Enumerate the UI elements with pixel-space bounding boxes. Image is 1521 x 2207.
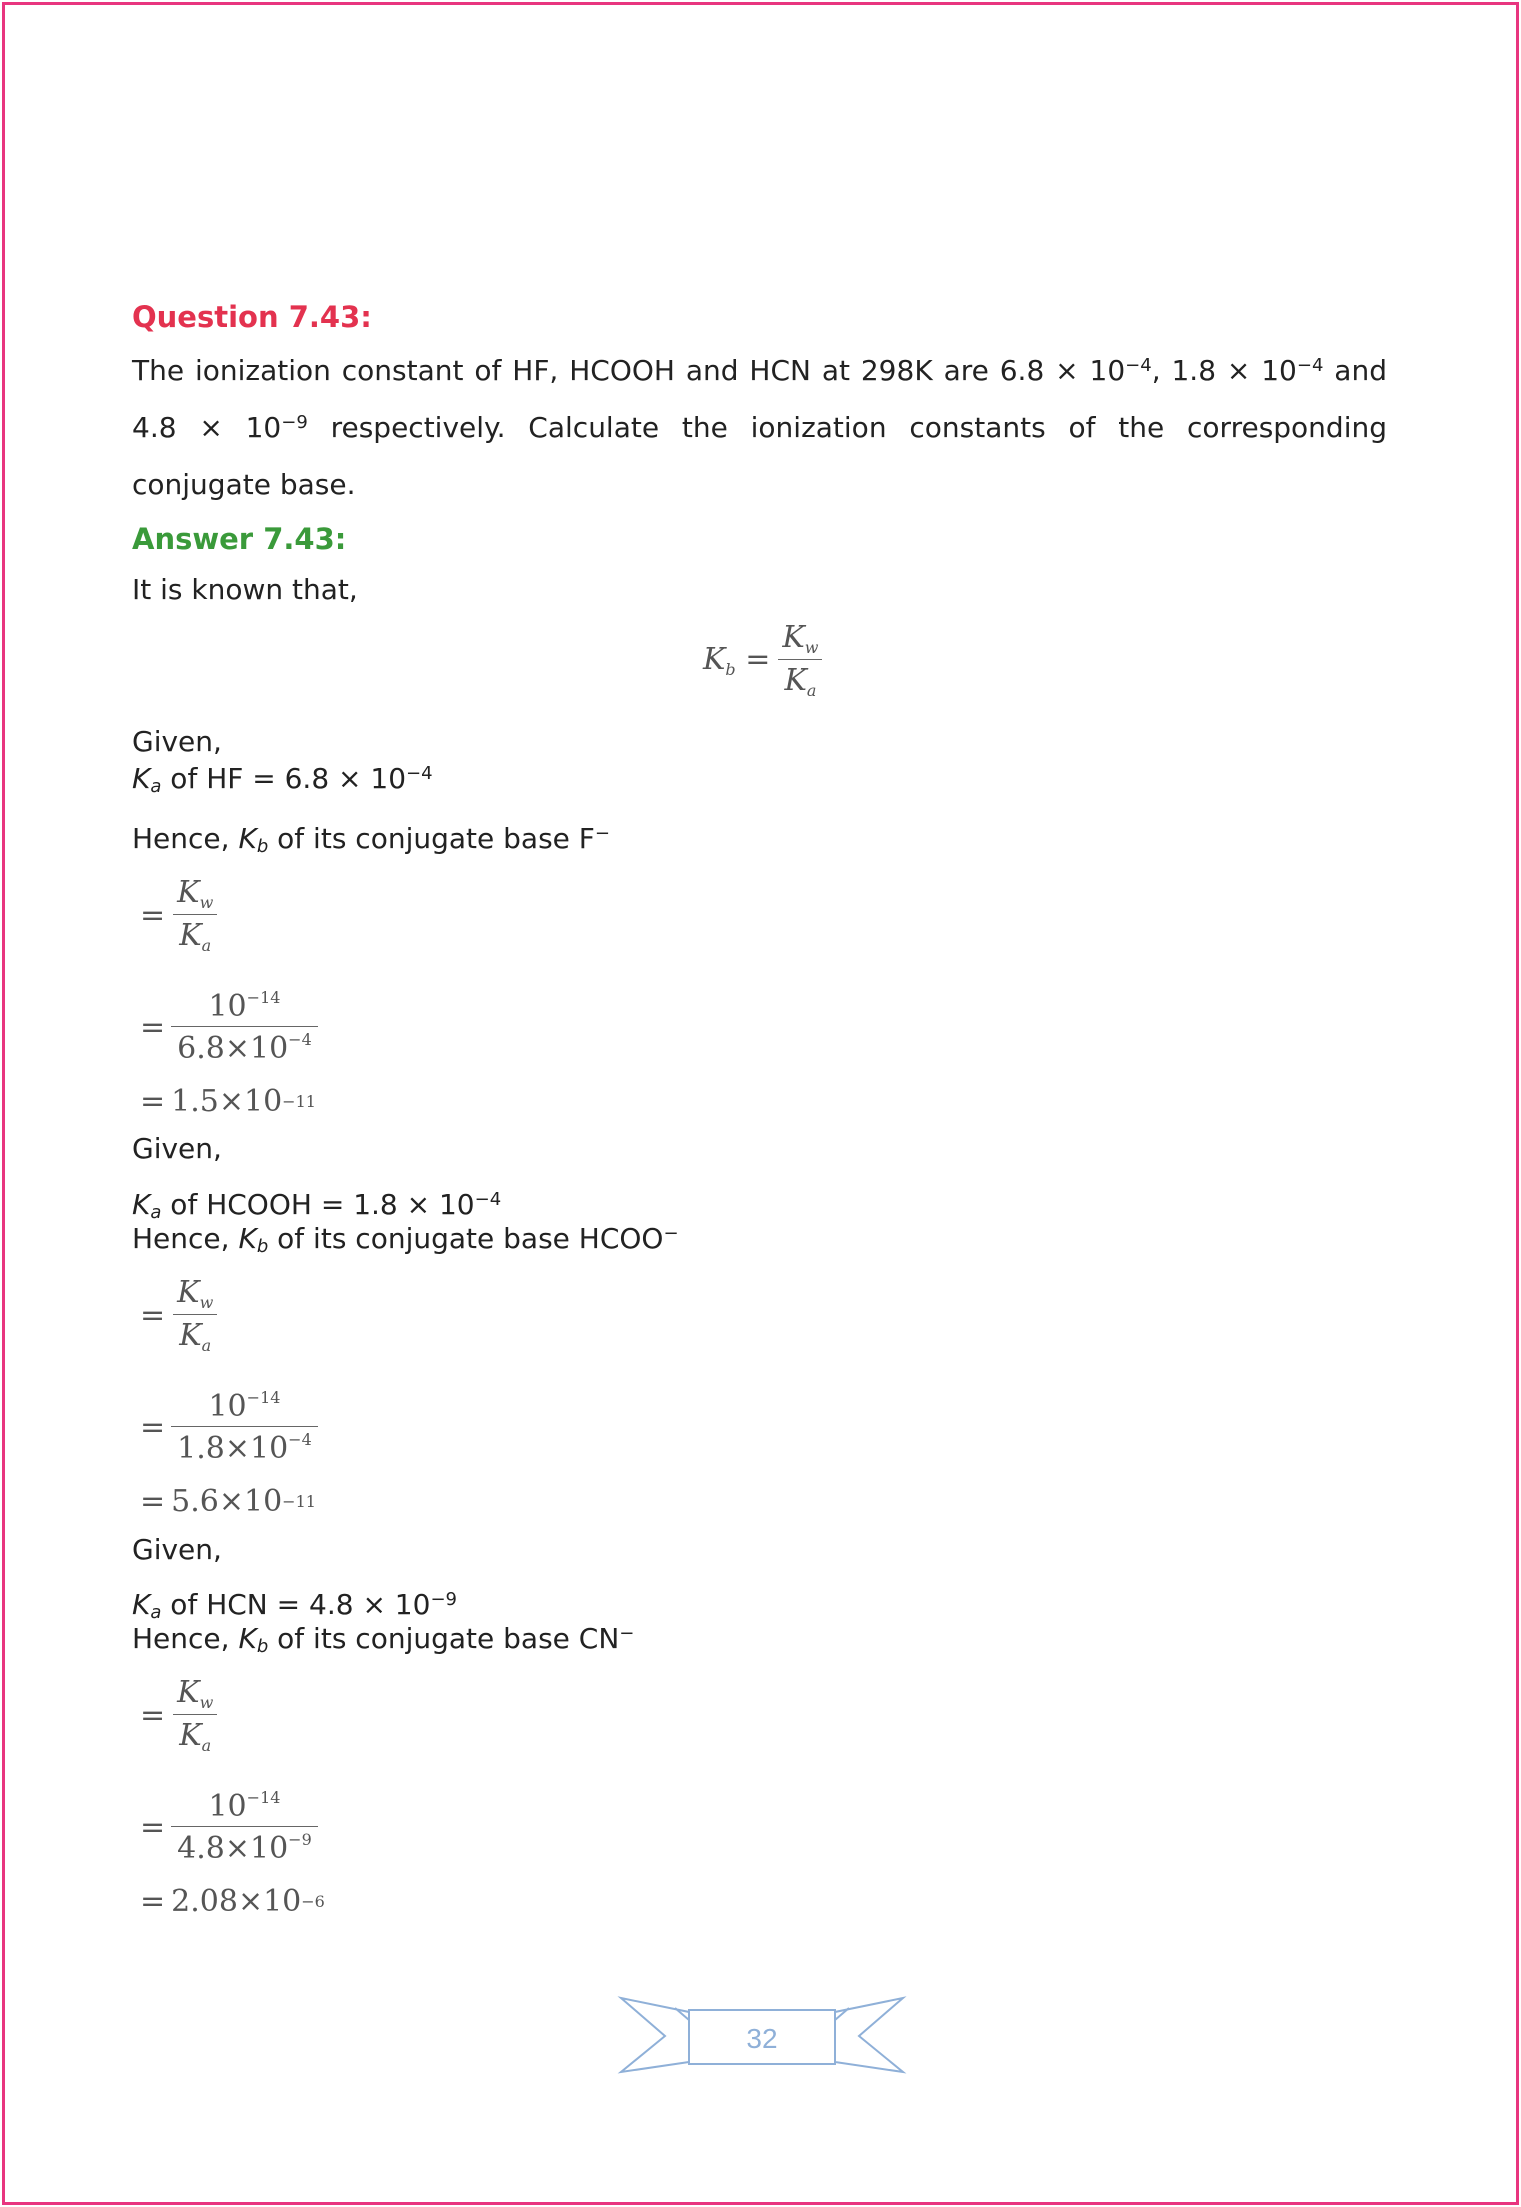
page-number-ribbon [617,1990,907,2080]
question-text: The ionization constant of HF, HCOOH and HCN at 298K are $6.8 \times 10^{-4}$, $1.8 \times 10^{-4}$ and $4.8 \times 10^{-9}$ respectively. Calculate the ionization constants of the corresponding conjugate base. [132,354,1388,501]
kb-formula: $K_b$ = $\frac{K_w}{K_a}$ [703,620,824,700]
step1-hcn: = $\frac{K_w}{K_a}$ [140,1675,219,1755]
result-hcn: = 2.08×10 −6 [140,1884,325,1919]
result-hf: = 1.5×10 −11 [140,1084,316,1119]
given-label-3: Given, [132,1533,222,1566]
step1-hf: = $\frac{K_w}{K_a}$ [140,875,219,955]
hence-line-hf: Hence, $K_b$ of its conjugate base F− [132,822,610,857]
step2-hcn: = $\frac{10^{-14}}{4.8\times 10^{-9}}$ [140,1788,318,1866]
step1-hcooh: = $\frac{K_w}{K_a}$ [140,1275,219,1355]
given-label-2: Given, [132,1132,222,1165]
ka-line-hcn: $K_a$ of HCN = $4.8 \times 10^{-9}$ [132,1588,457,1623]
step2-hf: = $\frac{10^{-14}}{6.8\times 10^{-4}}$ [140,988,318,1066]
answer-intro: It is known that, [132,573,358,606]
ka-line-hcooh: $K_a$ of HCOOH = $1.8 \times 10^{-4}$ [132,1188,502,1223]
result-hcooh: = 5.6×10 −11 [140,1484,316,1519]
page-number: 32 [746,2023,778,2054]
question-title: Question 7.43: [132,300,372,334]
ka-line-hf: $K_a$ of HF = $6.8 \times 10^{-4}$ [132,762,433,797]
hence-line-hcn: Hence, $K_b$ of its conjugate base CN− [132,1622,635,1657]
step2-hcooh: = $\frac{10^{-14}}{1.8\times 10^{-4}}$ [140,1388,318,1466]
answer-title: Answer 7.43: [132,522,347,556]
given-label-1: Given, [132,725,222,758]
hence-line-hcooh: Hence, $K_b$ of its conjugate base HCOO− [132,1222,679,1257]
